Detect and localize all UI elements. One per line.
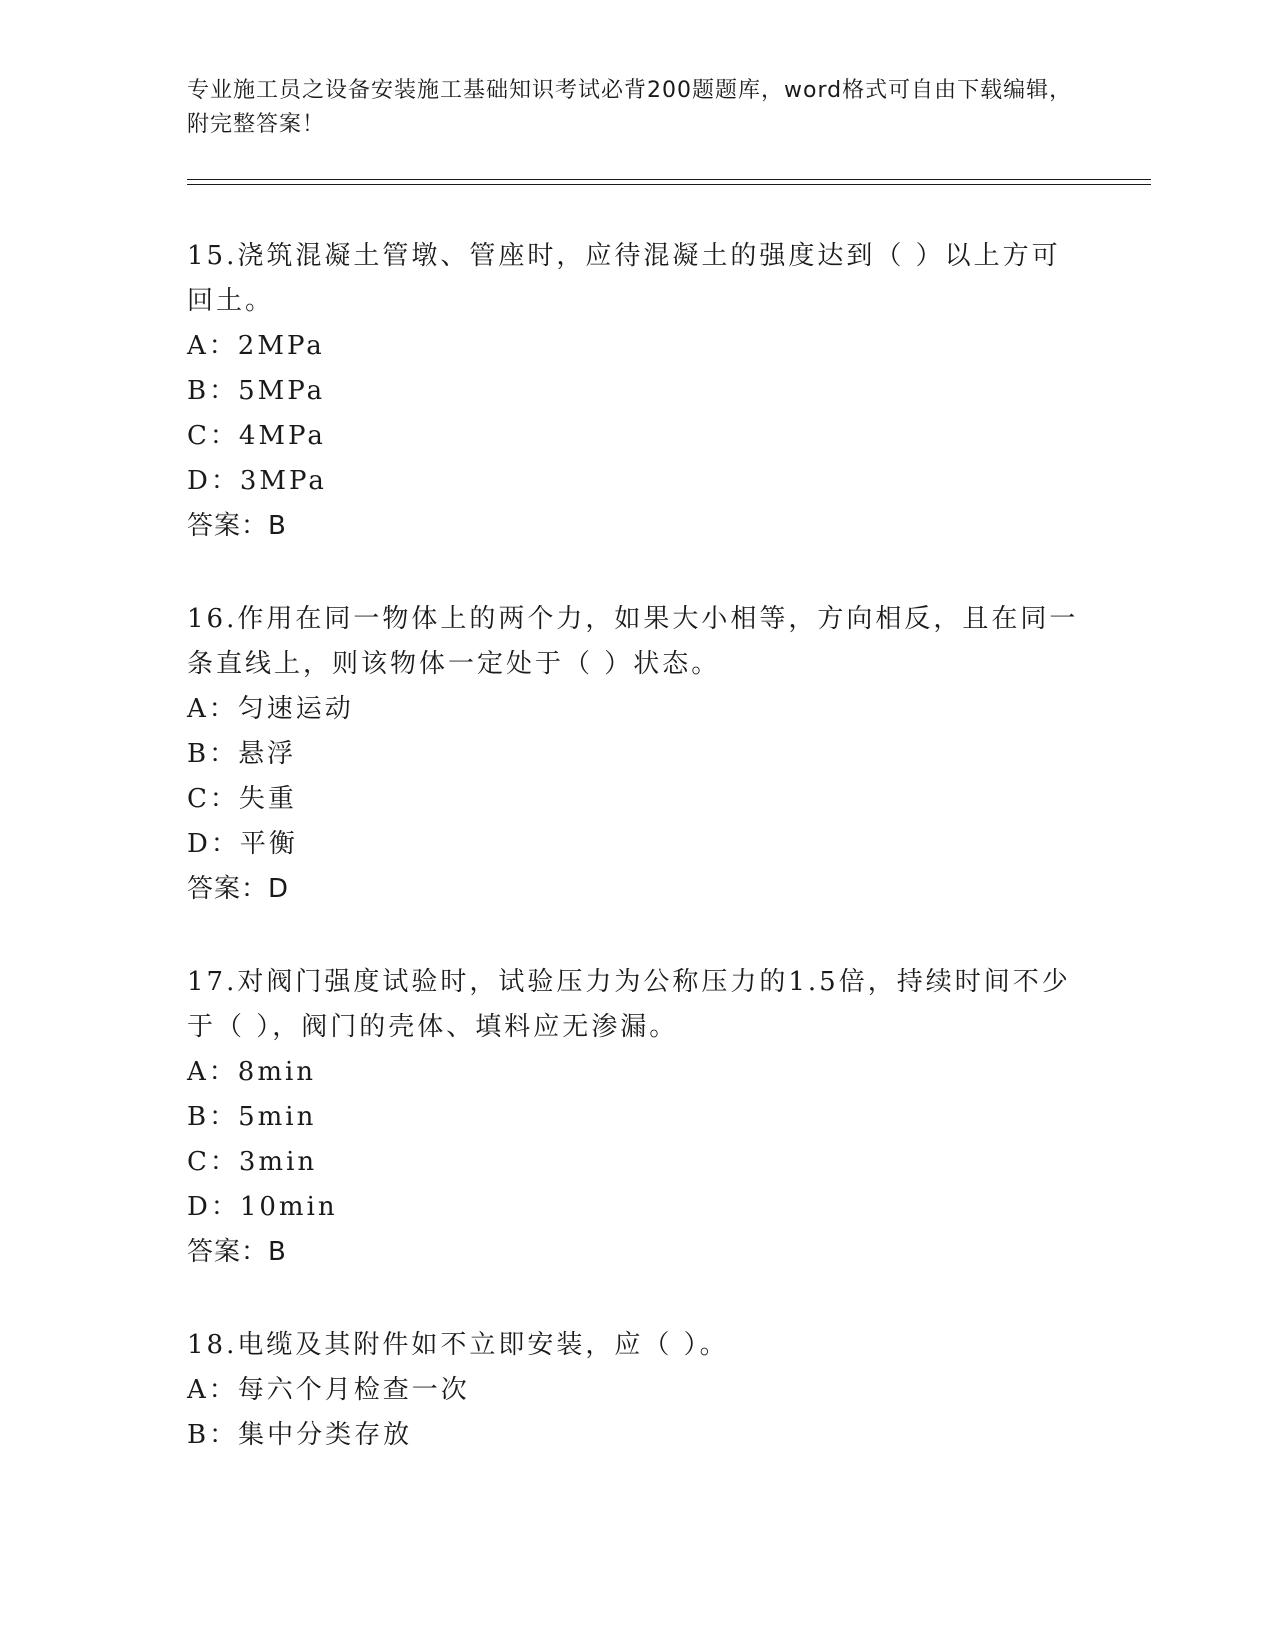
question-stem: 15.浇筑混凝土管墩、管座时，应待混凝土的强度达到（ ）以上方可回土。	[187, 241, 1061, 316]
document-header: 专业施工员之设备安装施工基础知识考试必背200题题库，word格式可自由下载编辑，附完整答案！	[187, 78, 1073, 137]
answer: 答案：B	[187, 511, 287, 541]
header-divider-top	[187, 179, 1151, 180]
answer: 答案：D	[187, 874, 290, 904]
option-b: B：集中分类存放	[187, 1420, 413, 1450]
option-a: A：每六个月检查一次	[187, 1375, 470, 1405]
option-b: B：悬浮	[187, 739, 297, 769]
question-stem: 17.对阀门强度试验时，试验压力为公称压力的1.5倍，持续时间不少于（ ），阀门的壳体、填料应无渗漏。	[187, 967, 1071, 1042]
option-c: C：失重	[187, 784, 297, 814]
option-c: C：3min	[187, 1147, 318, 1177]
question-17	[187, 960, 1087, 1275]
answer: 答案：B	[187, 1237, 287, 1267]
question-stem: 18.电缆及其附件如不立即安装，应（ ）。	[187, 1330, 729, 1360]
option-d: D：10min	[187, 1192, 338, 1222]
option-c: C：4MPa	[187, 421, 326, 451]
option-a: A：匀速运动	[187, 694, 354, 724]
option-b: B：5MPa	[187, 376, 326, 406]
option-a: A：8min	[187, 1057, 317, 1087]
header-divider-bottom	[187, 184, 1151, 185]
question-15	[187, 234, 1087, 549]
option-b: B：5min	[187, 1102, 317, 1132]
question-18	[187, 1323, 1087, 1458]
option-a: A：2MPa	[187, 331, 325, 361]
option-d: D：3MPa	[187, 466, 327, 496]
question-16	[187, 597, 1087, 912]
question-stem: 16.作用在同一物体上的两个力，如果大小相等，方向相反，且在同一条直线上，则该物体一定处于（ ）状态。	[187, 604, 1079, 679]
option-d: D：平衡	[187, 829, 298, 859]
